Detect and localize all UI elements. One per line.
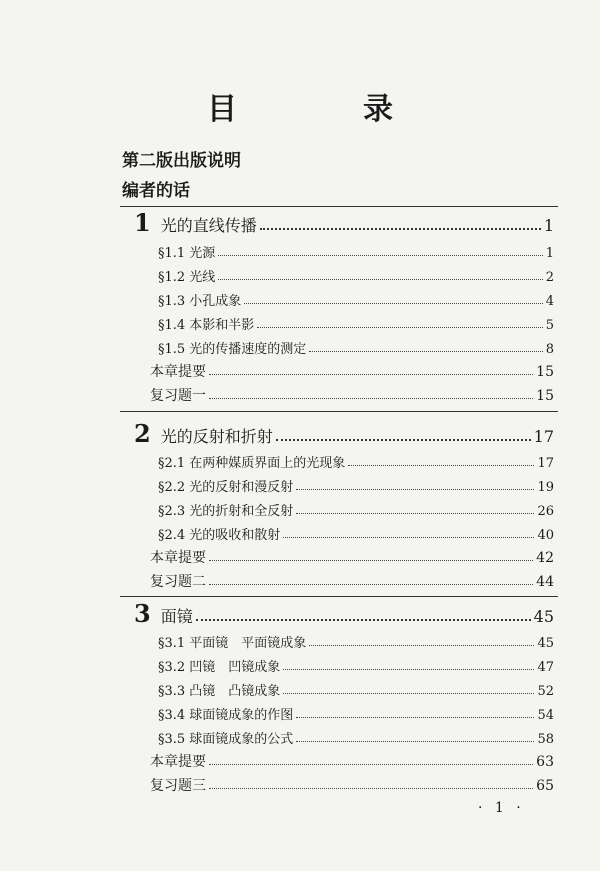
page-ref: 45: [537, 636, 554, 651]
leader-dots: [283, 693, 534, 694]
page-ref: 45: [533, 607, 554, 626]
chapter-title: 光的直线传播: [160, 216, 257, 235]
leader-dots: [209, 788, 533, 789]
section-row: [158, 520, 554, 542]
section-row: [158, 676, 554, 698]
summary-label: 本章提要: [150, 550, 206, 566]
divider: [120, 411, 558, 412]
page-ref: 2: [545, 270, 554, 285]
section-row: [158, 448, 554, 470]
leader-dots: [209, 374, 533, 375]
page-ref: 1: [545, 246, 554, 261]
section-row: [158, 700, 554, 722]
page-ref: 15: [536, 388, 554, 404]
leader-dots: [309, 645, 534, 646]
section-label: §1.4 本影和半影: [158, 318, 255, 333]
chapter-number: 1: [134, 208, 151, 238]
section-label: §3.1 平面镜 平面镜成象: [158, 636, 307, 651]
review-row: [150, 771, 554, 793]
page-ref: 19: [537, 480, 554, 495]
chapter-title: 面镜: [160, 607, 193, 626]
page-ref: 65: [536, 778, 554, 794]
divider: [120, 596, 558, 597]
review-row: [150, 381, 554, 403]
page-title: 目 录: [207, 92, 441, 127]
leader-dots: [283, 537, 534, 538]
section-label: §3.5 球面镜成象的公式: [158, 732, 294, 747]
chapter-number: 3: [134, 599, 151, 629]
chapter-title: 光的反射和折射: [160, 427, 273, 446]
page-ref: 1: [543, 216, 554, 235]
leader-dots: [348, 465, 534, 466]
page-ref: 42: [536, 550, 554, 566]
page-number: · 1 ·: [478, 800, 525, 816]
page-ref: 63: [536, 754, 554, 770]
page-ref: 54: [537, 708, 554, 723]
leader-dots: [209, 398, 533, 399]
page-ref: 17: [537, 456, 554, 471]
chapter-2-row: [134, 419, 554, 449]
section-label: §3.2 凹镜 凹镜成象: [158, 660, 281, 675]
page-ref: 5: [545, 318, 554, 333]
section-label: §1.3 小孔成象: [158, 294, 242, 309]
page-ref: 4: [545, 294, 554, 309]
section-label: §1.1 光源: [158, 246, 216, 261]
section-row: [158, 628, 554, 650]
leader-dots: [296, 513, 534, 514]
page-ref: 40: [537, 528, 554, 543]
leader-dots: [276, 439, 531, 441]
section-label: §2.2 光的反射和漫反射: [158, 480, 294, 495]
page-ref: 44: [536, 574, 554, 590]
front-matter-item: 第二版出版说明: [122, 151, 241, 171]
review-label: 复习题二: [150, 574, 206, 590]
leader-dots: [209, 764, 533, 765]
section-label: §2.3 光的折射和全反射: [158, 504, 294, 519]
review-label: 复习题一: [150, 388, 206, 404]
leader-dots: [244, 303, 542, 304]
section-row: [158, 286, 554, 308]
section-row: [158, 238, 554, 260]
leader-dots: [209, 584, 533, 585]
chapter-number: 2: [134, 419, 151, 449]
leader-dots: [296, 717, 534, 718]
section-row: [158, 310, 554, 332]
divider: [120, 206, 558, 207]
review-row: [150, 567, 554, 589]
leader-dots: [218, 255, 542, 256]
leader-dots: [296, 741, 534, 742]
leader-dots: [296, 489, 534, 490]
summary-row: [150, 357, 554, 379]
page-ref: 47: [537, 660, 554, 675]
summary-label: 本章提要: [150, 754, 206, 770]
page-ref: 17: [533, 427, 554, 446]
review-label: 复习题三: [150, 778, 206, 794]
summary-label: 本章提要: [150, 364, 206, 380]
page-ref: 52: [537, 684, 554, 699]
section-row: [158, 262, 554, 284]
leader-dots: [218, 279, 542, 280]
section-label: §2.1 在两种媒质界面上的光现象: [158, 456, 346, 471]
leader-dots: [260, 228, 541, 230]
chapter-3-row: [134, 599, 554, 629]
section-row: [158, 334, 554, 356]
section-row: [158, 496, 554, 518]
section-row: [158, 652, 554, 674]
summary-row: [150, 543, 554, 565]
section-label: §1.5 光的传播速度的测定: [158, 342, 307, 357]
page-ref: 15: [536, 364, 554, 380]
section-label: §1.2 光线: [158, 270, 216, 285]
summary-row: [150, 747, 554, 769]
front-matter-item: 编者的话: [122, 181, 190, 201]
page-ref: 8: [545, 342, 554, 357]
leader-dots: [196, 619, 531, 621]
section-row: [158, 472, 554, 494]
chapter-1-row: [134, 208, 554, 238]
page-ref: 58: [537, 732, 554, 747]
leader-dots: [257, 327, 542, 328]
section-label: §3.4 球面镜成象的作图: [158, 708, 294, 723]
leader-dots: [309, 351, 542, 352]
section-label: §3.3 凸镜 凸镜成象: [158, 684, 281, 699]
section-row: [158, 724, 554, 746]
section-label: §2.4 光的吸收和散射: [158, 528, 281, 543]
page-ref: 26: [537, 504, 554, 519]
leader-dots: [209, 560, 533, 561]
leader-dots: [283, 669, 534, 670]
